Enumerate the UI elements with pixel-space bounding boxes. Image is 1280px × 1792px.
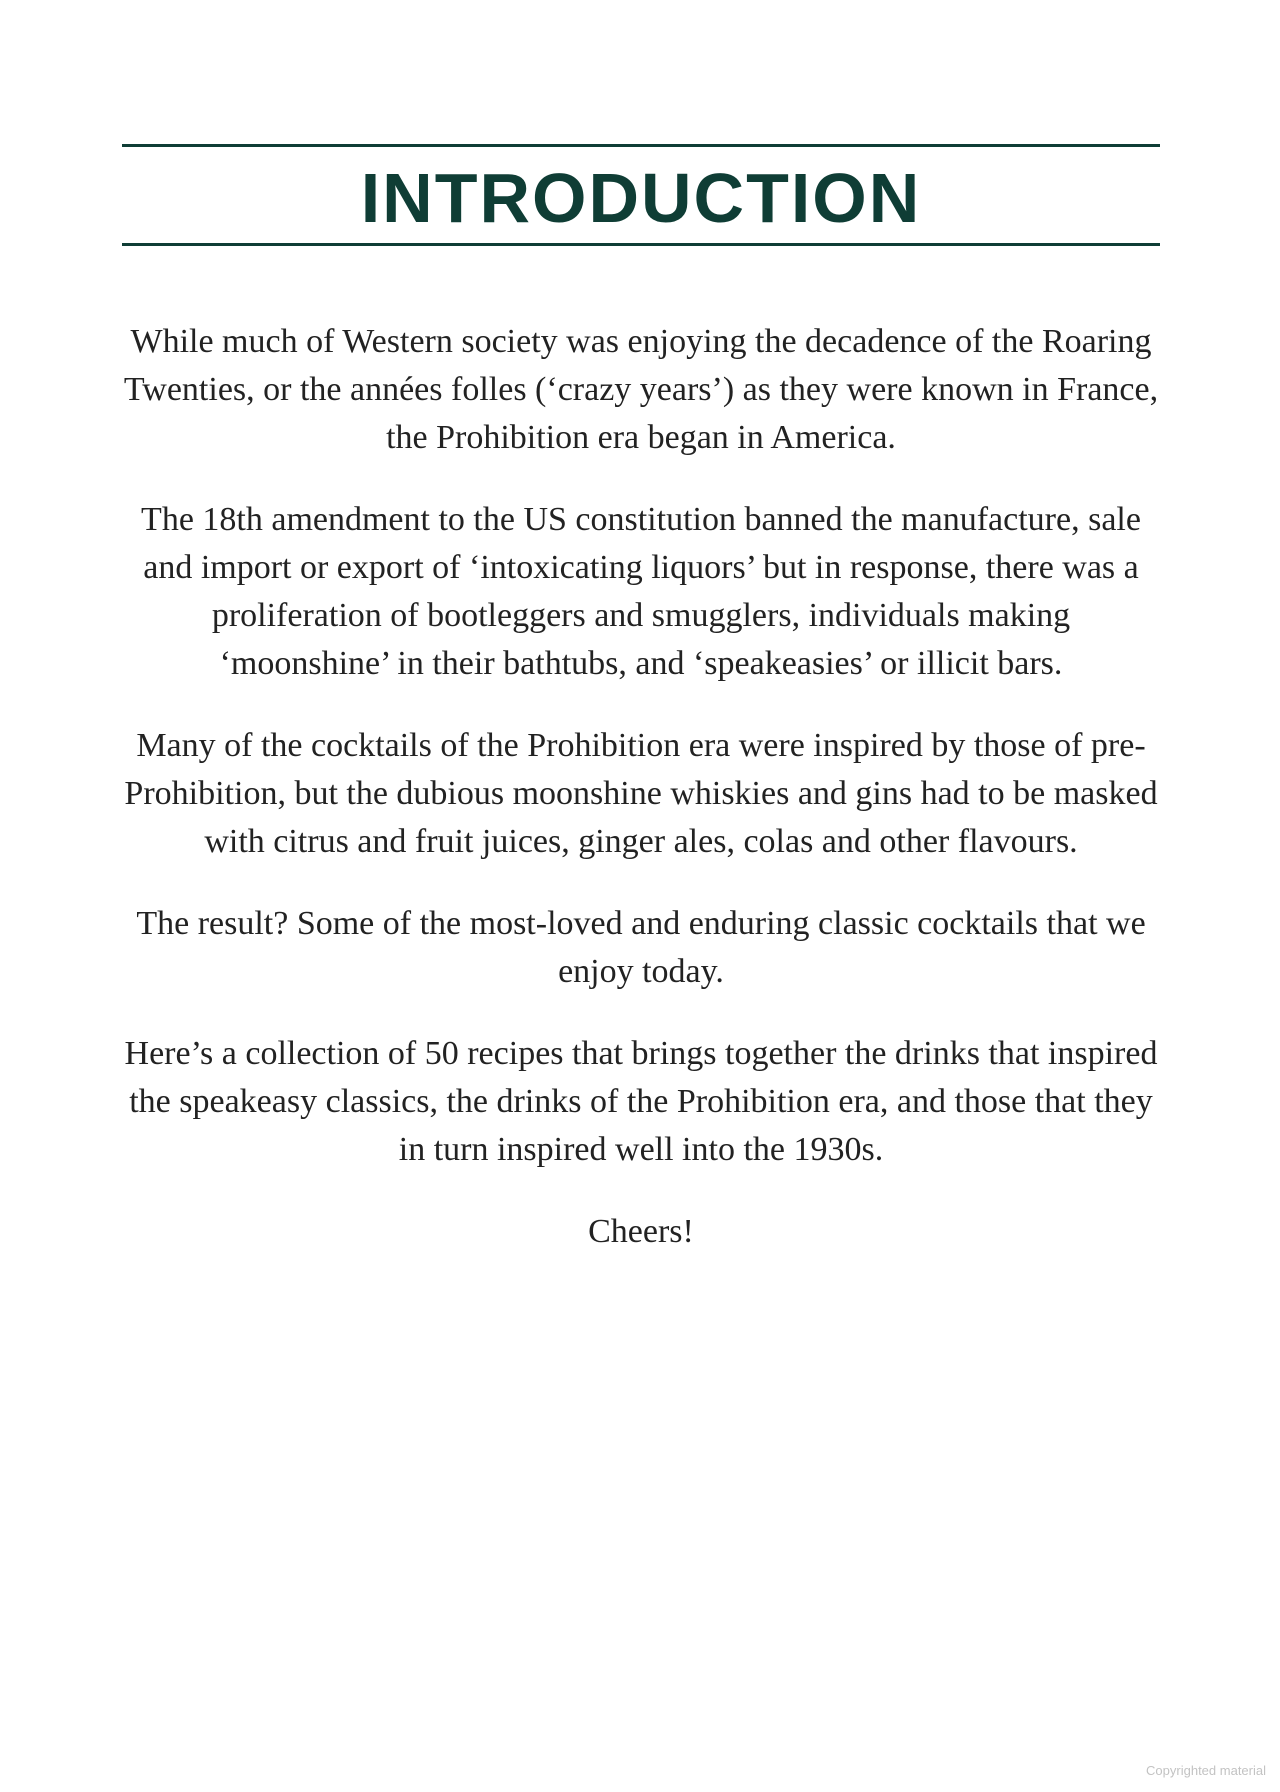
closing-line: Cheers! bbox=[588, 1213, 694, 1250]
copyright-watermark: Copyrighted material bbox=[1146, 1763, 1266, 1778]
introduction-body bbox=[122, 318, 1160, 1290]
page-title: INTRODUCTION bbox=[360, 159, 922, 237]
title-top-rule bbox=[122, 144, 1160, 147]
title-bottom-rule bbox=[122, 243, 1160, 246]
paragraph-4: The result? Some of the most-loved and enduring classic cocktails that we enjoy today. bbox=[136, 905, 1146, 990]
paragraph-5: Here’s a collection of 50 recipes that brings together the drinks that inspired the speakeasy classics, the drinks of the Prohibition era, and those that they in turn inspired well into the 1930s. bbox=[124, 1035, 1158, 1168]
paragraph-3: Many of the cocktails of the Prohibition era were inspired by those of pre-Prohibition, but the dubious moonshine whiskies and gins had to be masked with citrus and fruit juices, ginger ales, colas and other flavours. bbox=[124, 727, 1158, 860]
paragraph-1: While much of Western society was enjoying the decadence of the Roaring Twenties, or the années folles (‘crazy years’) as they were known in France, the Prohibition era began in America. bbox=[123, 323, 1159, 456]
paragraph-2: The 18th amendment to the US constitution banned the manufacture, sale and import or export of ‘intoxicating liquors’ but in response, there was a proliferation of bootleggers and smugglers, individuals making ‘moonshine’ in their bathtubs, and ‘speakeasies’ or illicit bars. bbox=[141, 501, 1141, 682]
